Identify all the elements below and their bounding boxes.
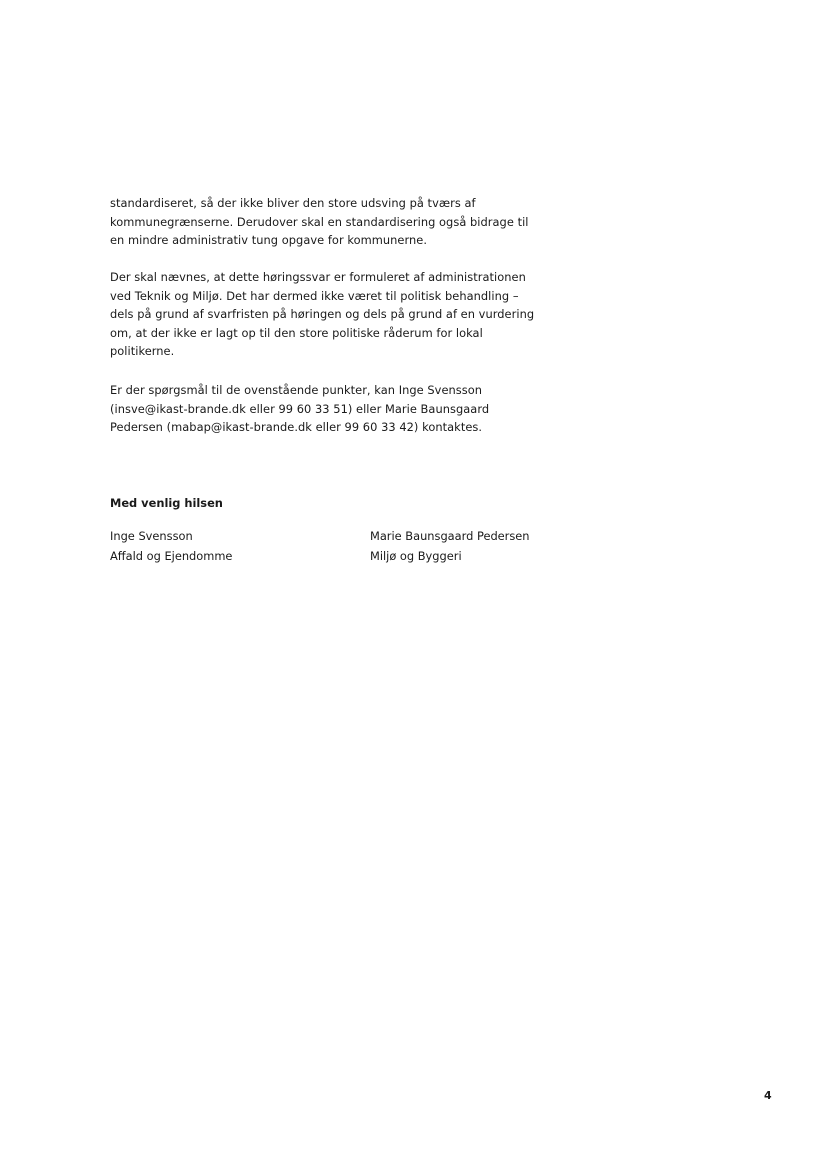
body-paragraph-3 [110, 381, 580, 437]
signature-block-left [110, 526, 232, 566]
body-paragraph-1 [110, 194, 580, 250]
signatory-department: Miljø og Byggeri [370, 549, 462, 563]
signatory-name: Inge Svensson [110, 529, 193, 543]
paragraph-line: en mindre administrativ tung opgave for kommunerne. [110, 233, 428, 247]
body-paragraph-2 [110, 268, 580, 361]
paragraph-line: om, at der ikke er lagt op til den store politiske råderum for lokal [110, 325, 483, 340]
paragraph-line: Pedersen (mabap@ikast-brande.dk eller 99 60 33 42) kontaktes. [110, 420, 483, 434]
paragraph-line: kommunegrænserne. Derudover skal en standardisering også bidrage til [110, 214, 529, 229]
closing-greeting: Med venlig hilsen [110, 496, 223, 510]
paragraph-line: Der skal nævnes, at dette høringssvar er formuleret af administrationen [110, 270, 526, 284]
paragraph-line: politikerne. [110, 344, 175, 358]
page-number: 4 [764, 1089, 772, 1102]
signatory-department: Affald og Ejendomme [110, 549, 233, 563]
paragraph-line: Er der spørgsmål til de ovenstående punkter, kan Inge Svensson [110, 383, 483, 397]
signature-block-right [370, 526, 530, 566]
paragraph-line: (insve@ikast-brande.dk eller 99 60 33 51) eller Marie Baunsgaard [110, 401, 490, 416]
paragraph-line: standardiseret, så der ikke bliver den store udsving på tværs af [110, 196, 476, 210]
paragraph-line: dels på grund af svarfristen på høringen og dels på grund af en vurdering [110, 307, 535, 321]
paragraph-line: ved Teknik og Miljø. Det har dermed ikke været til politisk behandling – [110, 288, 519, 303]
signatory-name: Marie Baunsgaard Pedersen [370, 529, 530, 543]
